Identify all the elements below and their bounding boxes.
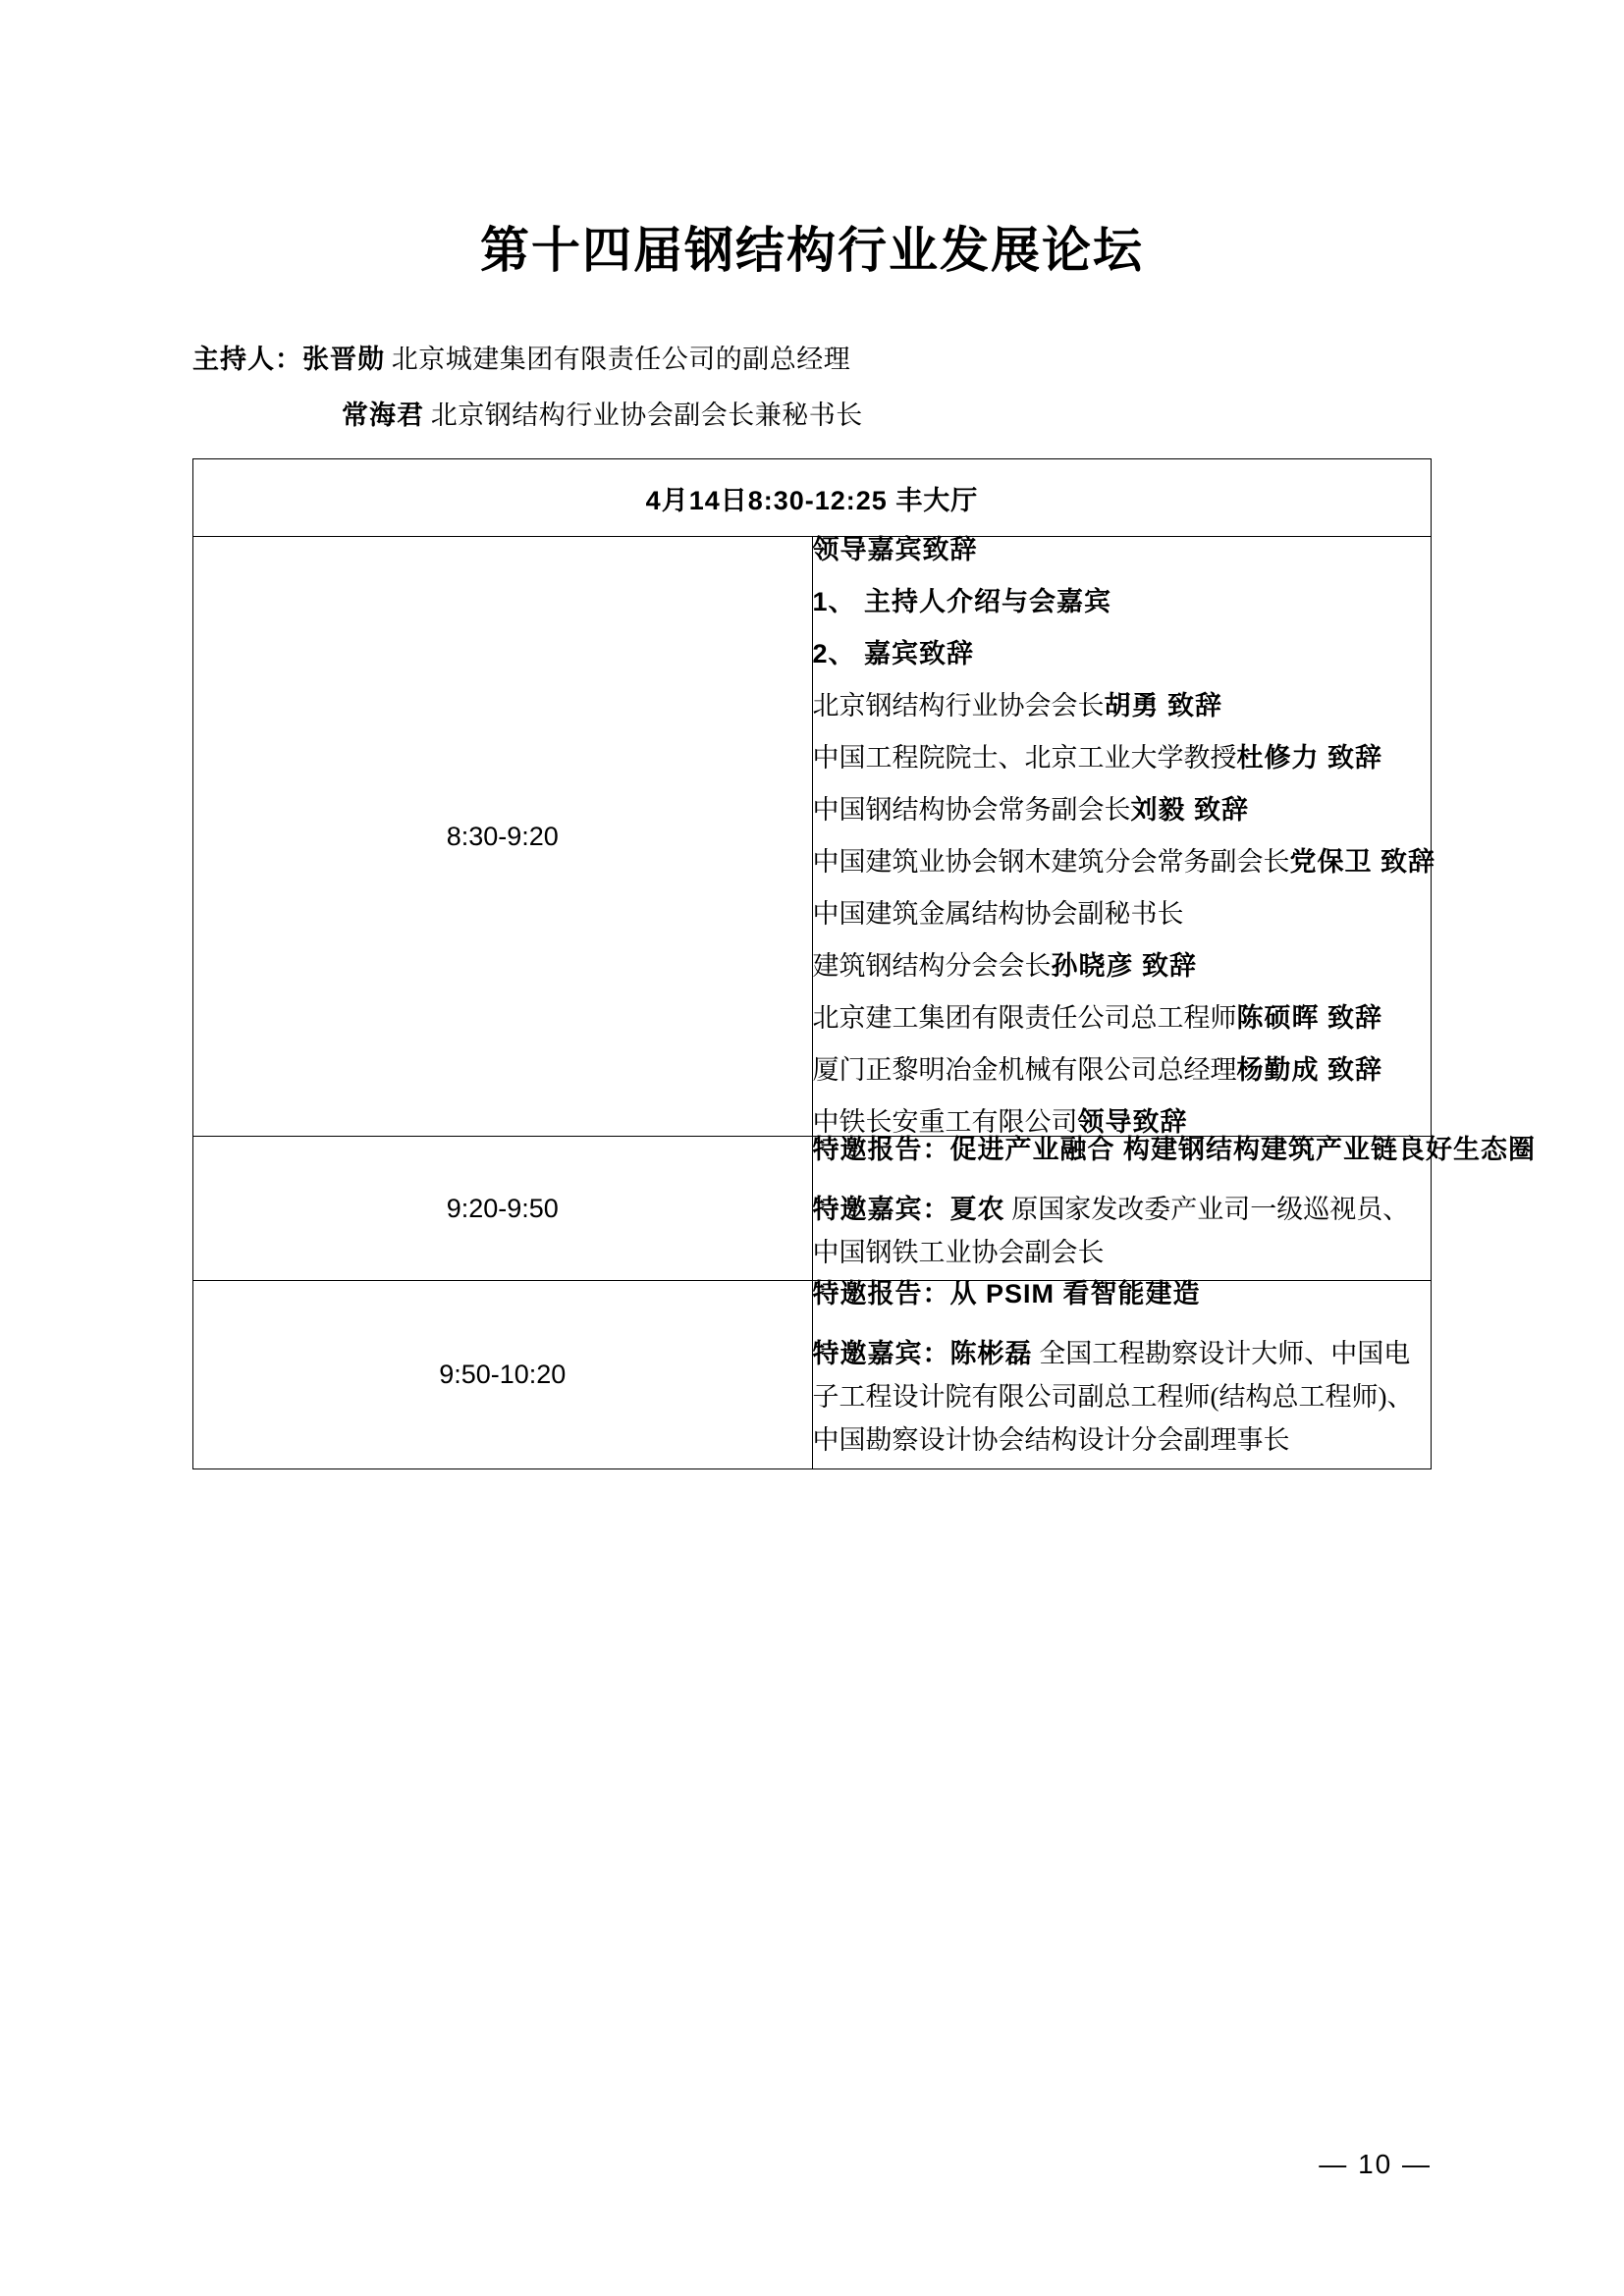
list-item: 中铁长安重工有限公司领导致辞: [812, 1107, 1188, 1137]
agenda-content-1: [812, 535, 1436, 1137]
list-item: 领导嘉宾致辞: [812, 535, 978, 564]
agenda-time-1: 8:30-9:20: [193, 537, 813, 1137]
host-desc-2: 北京钢结构行业协会副会长兼秘书长: [430, 400, 863, 430]
list-item: 特邀嘉宾：陈彬磊 全国工程勘察设计大师、中国电子工程设计院有限公司副总工程师(结构总工程师)、中国勘察设计协会结构设计分会副理事长: [812, 1339, 1414, 1455]
list-item: 中国工程院院士、北京工业大学教授杜修力 致辞: [812, 743, 1383, 773]
list-item: 特邀嘉宾：夏农 原国家发改委产业司一级巡视员、中国钢铁工业协会副会长: [812, 1195, 1410, 1267]
host-block: [0, 347, 1624, 429]
agenda-table: [192, 458, 1537, 1469]
list-item: 中国建筑业协会钢木建筑分会常务副会长党保卫 致辞: [812, 847, 1436, 877]
agenda-time-2: 9:20-9:50: [193, 1137, 813, 1281]
host-desc-1: 北京城建集团有限责任公司的副总经理: [391, 345, 851, 374]
list-item: 中国钢结构协会常务副会长刘毅 致辞: [812, 795, 1250, 825]
list-item: 2、 嘉宾致辞: [812, 639, 975, 668]
list-item: 北京建工集团有限责任公司总工程师陈硕晖 致辞: [812, 1003, 1383, 1033]
host-name-2: 常海君: [342, 400, 424, 430]
page-number: — 10 —: [1319, 2149, 1432, 2179]
agenda-header-cell: 4月14日8:30-12:25 丰大厅: [193, 459, 1432, 537]
host-label: 主持人：: [192, 345, 302, 374]
host-line-1: [192, 347, 1432, 373]
list-item: 特邀报告：从 PSIM 看智能建造: [812, 1279, 1201, 1309]
table-row: [193, 1137, 1432, 1281]
list-item: 特邀报告：促进产业融合 构建钢结构建筑产业链良好生态圈: [812, 1135, 1537, 1164]
agenda-time-3: 9:50-10:20: [193, 1281, 813, 1468]
list-item: 厦门正黎明冶金机械有限公司总经理杨勤成 致辞: [812, 1055, 1383, 1085]
page-title: 第十四届钢结构行业发展论坛: [480, 223, 1144, 278]
agenda-content-2: [812, 1135, 1537, 1281]
list-item: 1、 主持人介绍与会嘉宾: [812, 587, 1112, 616]
table-row: [193, 537, 1432, 1137]
agenda-content-3: [812, 1281, 1432, 1468]
host-line-2: [192, 402, 1432, 429]
list-item: 北京钢结构行业协会会长胡勇 致辞: [812, 691, 1223, 721]
list-item: 中国建筑金属结构协会副秘书长: [812, 899, 1184, 929]
table-row: [193, 1281, 1432, 1468]
host-name-1: 张晋勋: [302, 345, 385, 374]
table-row-header: [193, 459, 1432, 537]
list-item: 建筑钢结构分会会长孙晓彦 致辞: [812, 951, 1198, 981]
